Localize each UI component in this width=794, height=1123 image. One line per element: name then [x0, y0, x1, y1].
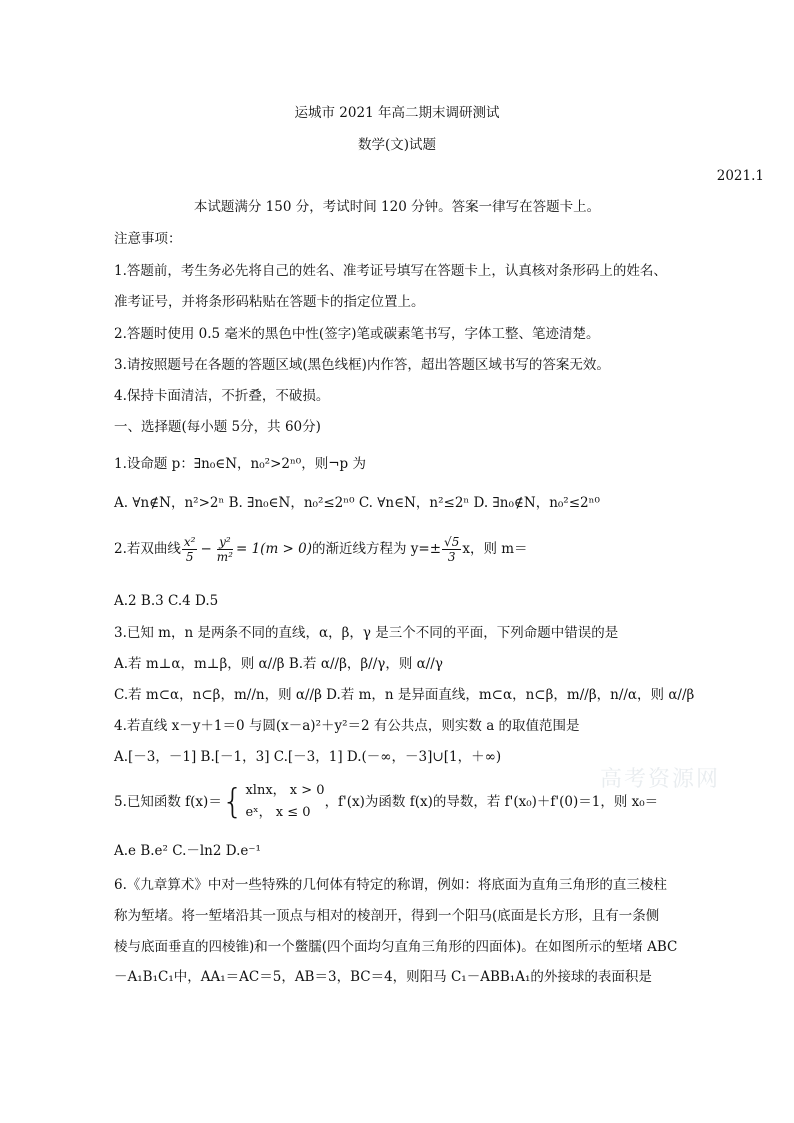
fraction-numerator: √5	[444, 534, 460, 549]
notes-heading: 注意事项：	[114, 231, 182, 247]
piecewise-function	[222, 780, 325, 824]
exam-subtitle: 数学(文)试题	[357, 137, 437, 153]
fraction-denominator: m²	[216, 549, 233, 564]
question-5-options: A.e B.e² C.－ln2 D.e⁻¹	[114, 843, 261, 859]
minus-sign: −	[200, 541, 212, 557]
section-heading: 一、选择题(每小题 5分，共 60分)	[114, 419, 321, 435]
question-2-stem	[114, 532, 528, 566]
exam-date: 2021.1	[716, 168, 764, 184]
fraction-y2-over-m2	[215, 535, 235, 564]
exam-intro: 本试题满分 150 分，考试时间 120 分钟。答案一律写在答题卡上。	[193, 199, 601, 215]
fraction-denominator: 3	[447, 549, 456, 564]
question-6-line: 6.《九章算术》中对一些特殊的几何体有特定的称谓，例如：将底面为直角三角形的直三棱柱	[114, 877, 667, 893]
left-brace: {	[221, 782, 244, 822]
piecewise-case: eˣ， x ≤ 0	[245, 805, 311, 820]
fraction-sqrt5-over-3	[442, 535, 461, 564]
note-item: 2.答题时使用 0.5 毫米的黑色中性(签字)笔或碳素笔书写，字体工整、笔迹清楚。	[114, 326, 600, 342]
note-item: 3.请按照题号在各题的答题区域(黑色线框)内作答，超出答题区域书写的答案无效。	[114, 357, 610, 373]
question-6-line: －A₁B₁C₁中，AA₁＝AC＝5，AB＝3，BC＝4，则阳马 C₁－ABB₁A₁的外接球的表面积是	[114, 969, 652, 985]
question-5-prefix: 5.已知函数 f(x)＝	[114, 794, 222, 810]
question-3-options-cd: C.若 m⊂α，n⊂β，m//n，则 α//β D.若 m，n 是异面直线，m⊂α，n⊂β，m//β，n//α，则 α//β	[114, 687, 695, 703]
question-3-options-ab: A.若 m⊥α，m⊥β，则 α//β B.若 α//β，β//γ，则 α//γ	[114, 656, 443, 672]
exam-title: 运城市 2021 年高二期末调研测试	[294, 105, 500, 121]
question-5-stem	[114, 778, 658, 826]
question-1-stem: 1.设命题 p：∃n₀∈N，n₀²>2ⁿ⁰，则¬p 为	[114, 456, 366, 472]
piecewise-cases	[245, 780, 324, 824]
fraction-x2-over-5	[182, 535, 198, 564]
watermark: 高考资源网	[600, 767, 721, 792]
question-4-stem: 4.若直线 x－y＋1＝0 与圆(x－a)²＋y²＝2 有公共点，则实数 a 的取值范围是	[114, 718, 580, 734]
note-item: 准考证号，并将条形码粘贴在答题卡的指定位置上。	[114, 294, 425, 310]
question-4-options: A.[－3，－1] B.[－1，3] C.[－3，1] D.(－∞，－3]∪[1，＋∞)	[114, 749, 502, 765]
question-1-options: A. ∀n∉N，n²>2ⁿ B. ∃n₀∈N，n₀²≤2ⁿ⁰ C. ∀n∈N，n²≤2ⁿ D. ∃n₀∉N，n₀²≤2ⁿ⁰	[114, 495, 600, 511]
question-6-line: 棱与底面垂直的四棱锥)和一个鳖臑(四个面均匀直角三角形的四面体)。在如图所示的堑堵 ABC	[114, 939, 678, 955]
fraction-denominator: 5	[185, 549, 194, 564]
question-2-prefix: 2.若双曲线	[114, 541, 181, 557]
question-2-suffix: x，则 m＝	[462, 541, 528, 557]
question-2-options: A.2 B.3 C.4 D.5	[114, 593, 219, 609]
equation-rhs: = 1(m > 0)	[235, 541, 312, 557]
question-6-line: 称为堑堵。将一堑堵沿其一顶点与相对的棱剖开，得到一个阳马(底面是长方形，且有一条侧	[114, 908, 660, 924]
note-item: 1.答题前，考生务必先将自己的姓名、准考证号填写在答题卡上，认真核对条形码上的姓名、	[114, 263, 667, 279]
fraction-numerator: y²	[219, 534, 231, 549]
question-2-mid: 的渐近线方程为 y=±	[312, 541, 442, 557]
fraction-numerator: x²	[183, 534, 196, 549]
question-3-stem: 3.已知 m，n 是两条不同的直线，α，β，γ 是三个不同的平面，下列命题中错误的是	[114, 625, 619, 641]
question-5-suffix: ，f'(x)为函数 f(x)的导数，若 f'(x₀)＋f'(0)＝1，则 x₀＝	[324, 794, 659, 810]
piecewise-case: xlnx， x > 0	[245, 783, 325, 798]
note-item: 4.保持卡面清洁，不折叠，不破损。	[114, 388, 330, 404]
